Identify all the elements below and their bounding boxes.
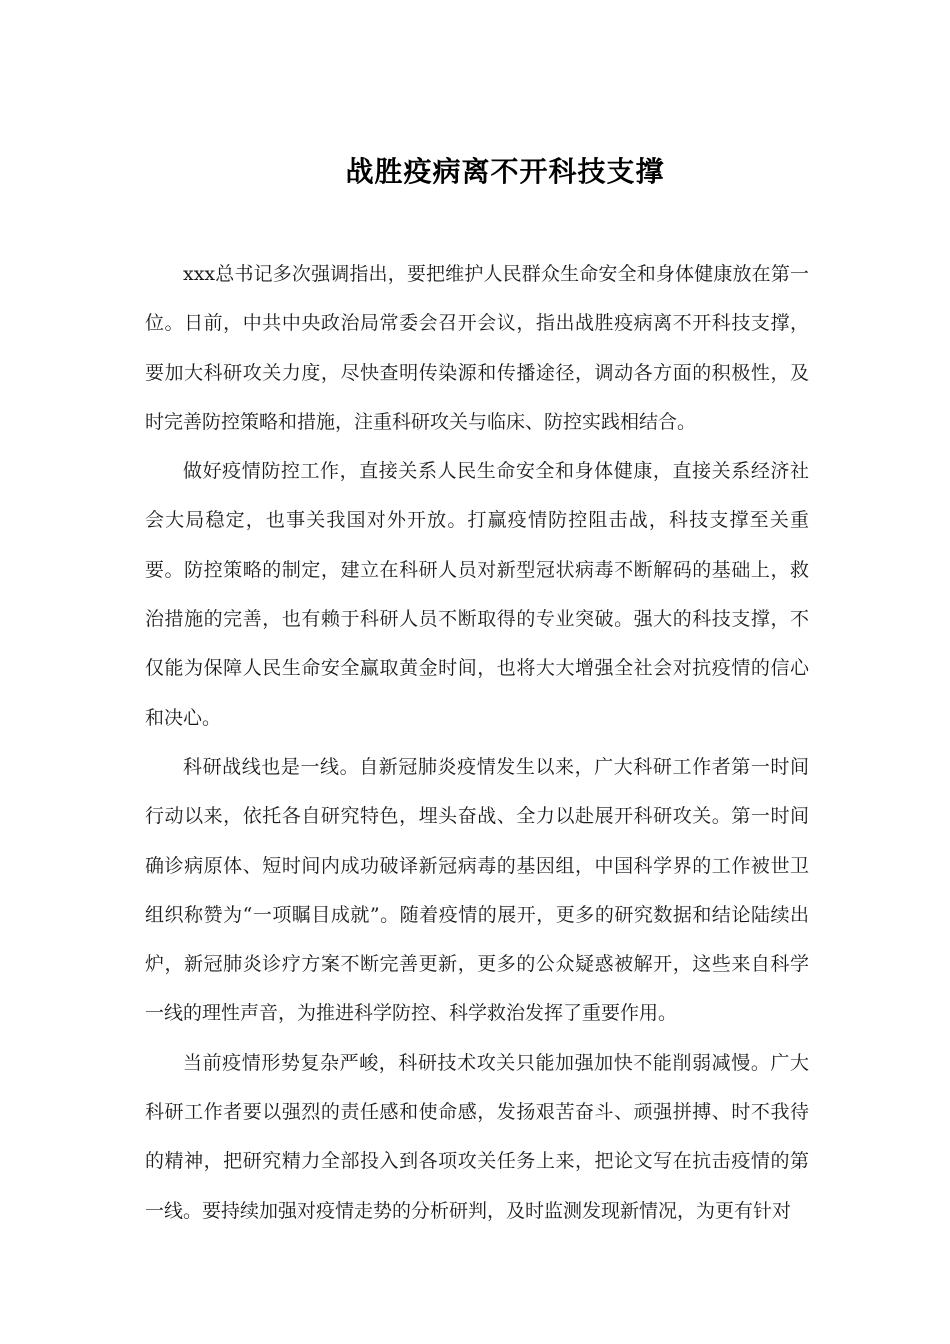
paragraph: 当前疫情形势复杂严峻，科研技术攻关只能加强加快不能削弱减慢。广大科研工作者要以强烈的责任感和使命感，发扬艰苦奋斗、顽强拼搏、时不我待的精神，把研究精力全部投入到各项攻关任务上来，把论文写在抗击疫情的第一线。要持续加强对疫情走势的分析研判，及时监测发现新情况，为更有针对 xyxy=(145,1051,809,1222)
paragraph: xxx总书记多次强调指出，要把维护人民群众生命安全和身体健康放在第一位。日前，中共中央政治局常委会召开会议，指出战胜疫病离不开科技支撑，要加大科研攻关力度，尽快查明传染源和传播途径，调动各方面的积极性，及时完善防控策略和措施，注重科研攻关与临床、防控实践相结合。 xyxy=(145,263,809,433)
document-title: 战胜疫病离不开科技支撑 xyxy=(345,154,665,188)
document-body xyxy=(145,250,809,1236)
paragraph: 做好疫情防控工作，直接关系人民生命安全和身体健康，直接关系经济社会大局稳定，也事关我国对外开放。打赢疫情防控阻击战，科技支撑至关重要。防控策略的制定，建立在科研人员对新型冠状病毒不断解码的基础上，救治措施的完善，也有赖于科研人员不断取得的专业突破。强大的科技支撑，不仅能为保障人民生命安全赢取黄金时间，也将大大增强全社会对抗疫情的信心和决心。 xyxy=(145,460,809,729)
paragraph: 科研战线也是一线。自新冠肺炎疫情发生以来，广大科研工作者第一时间行动以来，依托各自研究特色，埋头奋战、全力以赴展开科研攻关。第一时间确诊病原体、短时间内成功破译新冠病毒的基因组，中国科学界的工作被世卫组织称赞为“一项瞩目成就”。随着疫情的展开，更多的研究数据和结论陆续出炉，新冠肺炎诊疗方案不断完善更新，更多的公众疑惑被解开，这些来自科学一线的理性声音，为推进科学防控、科学救治发挥了重要作用。 xyxy=(145,755,809,1025)
